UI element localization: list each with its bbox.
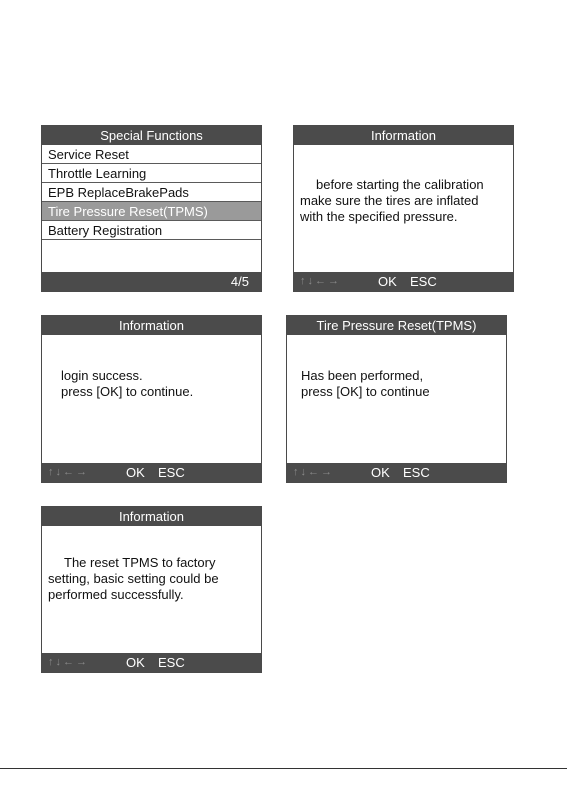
menu-item-throttle-learning[interactable]: Throttle Learning bbox=[42, 164, 261, 183]
message-line: with the specified pressure. bbox=[300, 209, 458, 224]
screen-title: Tire Pressure Reset(TPMS) bbox=[287, 316, 506, 335]
message-line: before starting the calibration bbox=[316, 177, 484, 192]
tpms-performed-screen bbox=[286, 315, 507, 483]
message-line: setting, basic setting could be bbox=[48, 571, 219, 586]
message-line: make sure the tires are inflated bbox=[300, 193, 479, 208]
nav-arrows-icon: ↑↓←→ bbox=[293, 466, 334, 478]
ok-button[interactable]: OK bbox=[371, 465, 390, 480]
softkey-bar bbox=[42, 653, 261, 672]
message-line: press [OK] to continue. bbox=[61, 384, 194, 399]
esc-button[interactable]: ESC bbox=[158, 465, 185, 480]
nav-arrows-icon: ↑↓←→ bbox=[300, 275, 341, 287]
screen-title: Special Functions bbox=[42, 126, 261, 145]
esc-button[interactable]: ESC bbox=[410, 274, 437, 289]
menu-item-battery-registration[interactable]: Battery Registration bbox=[42, 221, 261, 240]
message-text bbox=[300, 177, 484, 225]
message-text bbox=[48, 555, 219, 603]
screen-title: Information bbox=[42, 316, 261, 335]
message-line: Has been performed, bbox=[301, 368, 424, 383]
ok-button[interactable]: OK bbox=[126, 655, 145, 670]
message-text bbox=[301, 368, 430, 400]
ok-button[interactable]: OK bbox=[126, 465, 145, 480]
softkey-bar bbox=[42, 463, 261, 482]
special-functions-screen bbox=[41, 125, 262, 292]
message-line: performed successfully. bbox=[48, 587, 184, 602]
nav-arrows-icon: ↑↓←→ bbox=[48, 656, 89, 668]
page-indicator: 4/5 bbox=[230, 274, 249, 289]
nav-arrows-icon: ↑↓←→ bbox=[48, 466, 89, 478]
screen-title: Information bbox=[294, 126, 513, 145]
menu-item-tire-pressure-reset[interactable]: Tire Pressure Reset(TPMS) bbox=[42, 202, 261, 221]
esc-button[interactable]: ESC bbox=[403, 465, 430, 480]
information-calibration-screen bbox=[293, 125, 514, 292]
information-login-screen bbox=[41, 315, 262, 483]
message-line: The reset TPMS to factory bbox=[64, 555, 216, 570]
ok-button[interactable]: OK bbox=[378, 274, 397, 289]
softkey-bar bbox=[287, 463, 506, 482]
information-reset-screen bbox=[41, 506, 262, 673]
screen-title: Information bbox=[42, 507, 261, 526]
page-footer-divider bbox=[0, 768, 567, 769]
message-line: press [OK] to continue bbox=[301, 384, 430, 399]
menu-item-epb-replace-brake-pads[interactable]: EPB ReplaceBrakePads bbox=[42, 183, 261, 202]
esc-button[interactable]: ESC bbox=[158, 655, 185, 670]
message-text bbox=[61, 368, 193, 400]
menu-item-service-reset[interactable]: Service Reset bbox=[42, 145, 261, 164]
status-bar bbox=[42, 272, 261, 291]
softkey-bar bbox=[294, 272, 513, 291]
message-line: login success. bbox=[61, 368, 143, 383]
function-menu bbox=[42, 145, 261, 240]
